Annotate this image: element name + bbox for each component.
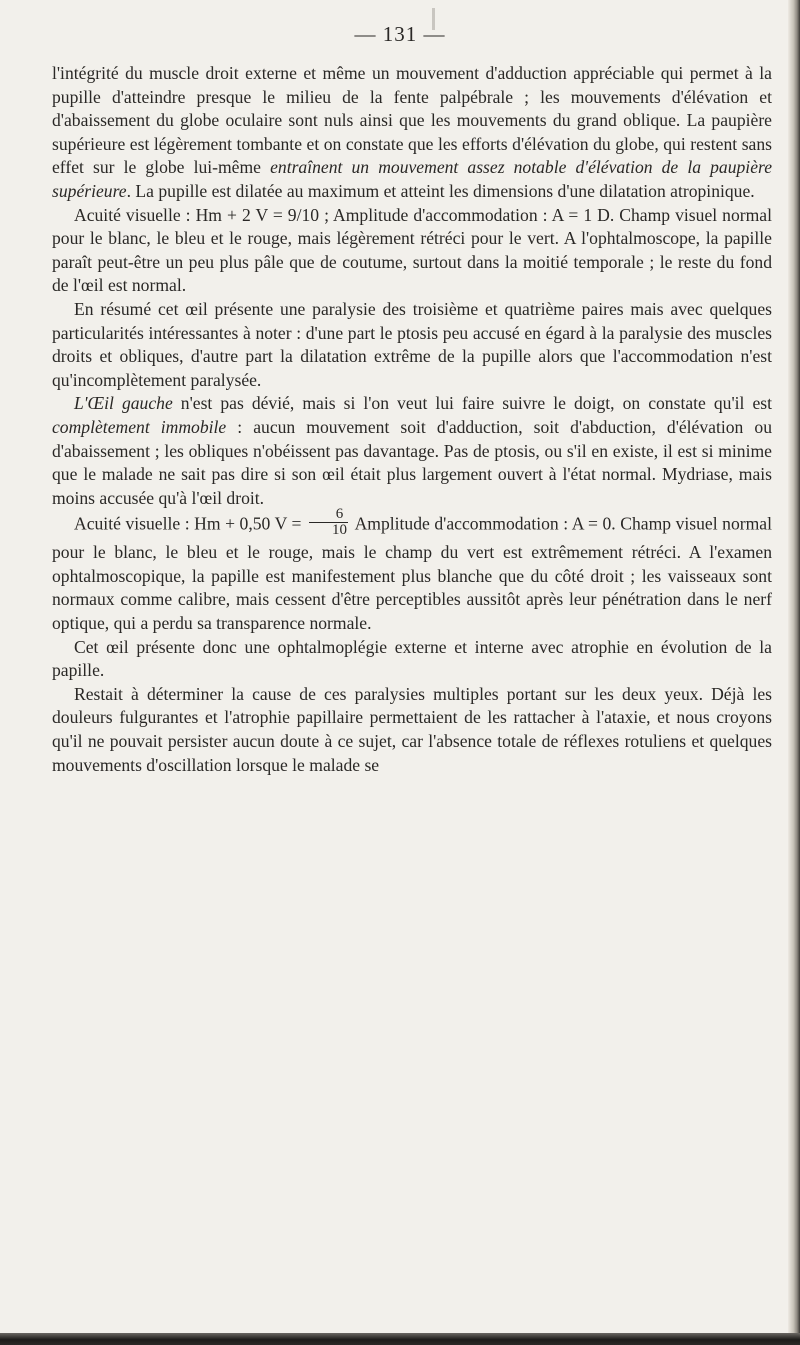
paragraph-6: Cet œil présente donc une ophtalmoplégie externe et interne avec atrophie en évolution de la papille. [52,636,772,681]
body-text [52,62,772,777]
paragraph-1 [52,62,772,204]
page-binding-edge [788,0,800,1345]
paragraph-4-heading-italic: L'Œil gauche [74,393,173,414]
paragraph-5-start: Acuité visuelle : Hm + 0,50 V = [74,513,306,534]
paragraph-1-text: l'intégrité du muscle droit externe et même un mouvement d'adduction appréciable qui permet à la pupille d'atteindre presque le milieu de la fente palpébrale ; les mouvements d'élévation et d'abaissement du globe oculaire sont nuls ainsi que les mouvements du grand oblique. La paupière supérieure est légèrement tombante et on constate que les efforts d'élévation du globe, qui restent sans effet sur le globe lui-même [52,63,772,178]
paragraph-5-end: Amplitude d'accommodation : A = 0. Champ visuel normal pour le blanc, le bleu et le rouge, mais le champ du vert est extrêmement rétréci. A l'examen ophtalmoscopique, la papille est manifestement plus blanche que du côté droit ; les vaisseaux sont normaux comme calibre, mais cessent d'être perceptibles aussitôt après leur pénétration dans le nerf optique, qui a perdu sa transparence normale. [52,513,773,634]
paragraph-2: Acuité visuelle : Hm + 2 V = 9/10 ; Amplitude d'accommodation : A = 1 D. Champ visuel normal pour le blanc, le bleu et le rouge, mais légèrement rétréci pour le vert. A l'ophtalmoscope, la papille paraît peut-être un peu plus pâle que de coutume, surtout dans la moitié temporale ; le reste du fond de l'œil est normal. [52,204,772,296]
fraction-denominator: 10 [332,522,347,539]
paragraph-3: En résumé cet œil présente une paralysie des troisième et quatrième paires mais avec quelques particularités intéressantes à noter : d'une part le ptosis peu accusé en égard à la paralysie des muscles droits et obliques, d'autre part la dilatation extrême de la pupille alors que l'accommodation n'est qu'incomplètement paralysée. [52,298,772,390]
page-bottom-edge [0,1333,800,1345]
paragraph-4-text: n'est pas dévié, mais si l'on veut lui faire suivre le doigt, on constate qu'il est [172,393,772,414]
paragraph-7: Restait à déterminer la cause de ces paralysies multiples portant sur les deux yeux. Déjà les douleurs fulgurantes et l'atrophie papillaire permettaient de les rattacher à l'ataxie, et nous croyons qu'il ne pouvait persister aucun doute à ce sujet, car l'absence totale de réflexes rotuliens et quelques mouvements d'oscillation lorsque le malade se [52,683,772,775]
paragraph-5 [52,506,773,635]
fraction-numerator: 6 [309,507,348,523]
page-number: — 131 — [354,22,446,46]
paragraph-4-end: : aucun mouvement soit d'adduction, soit d'abduction, d'élévation ou d'abaissement ; les obliques n'obéissent pas davantage. Pas de ptosis, ou s'il en existe, il est si minime que le malade ne sait pas dire si son œil était plus largement ouvert à l'état normal. Mydriase, mais moins accusée qu'à l'œil droit. [52,416,772,508]
paragraph-4 [52,392,772,510]
paragraph-1-italic: entraînent un mouvement assez notable d'élévation de la paupière supérieure [52,157,773,201]
paragraph-1-end: . La pupille est dilatée au maximum et atteint les dimensions d'une dilatation atropinique. [126,180,755,201]
paragraph-4-italic: complètement immobile [52,416,227,437]
visual-acuity-fraction [309,507,348,538]
